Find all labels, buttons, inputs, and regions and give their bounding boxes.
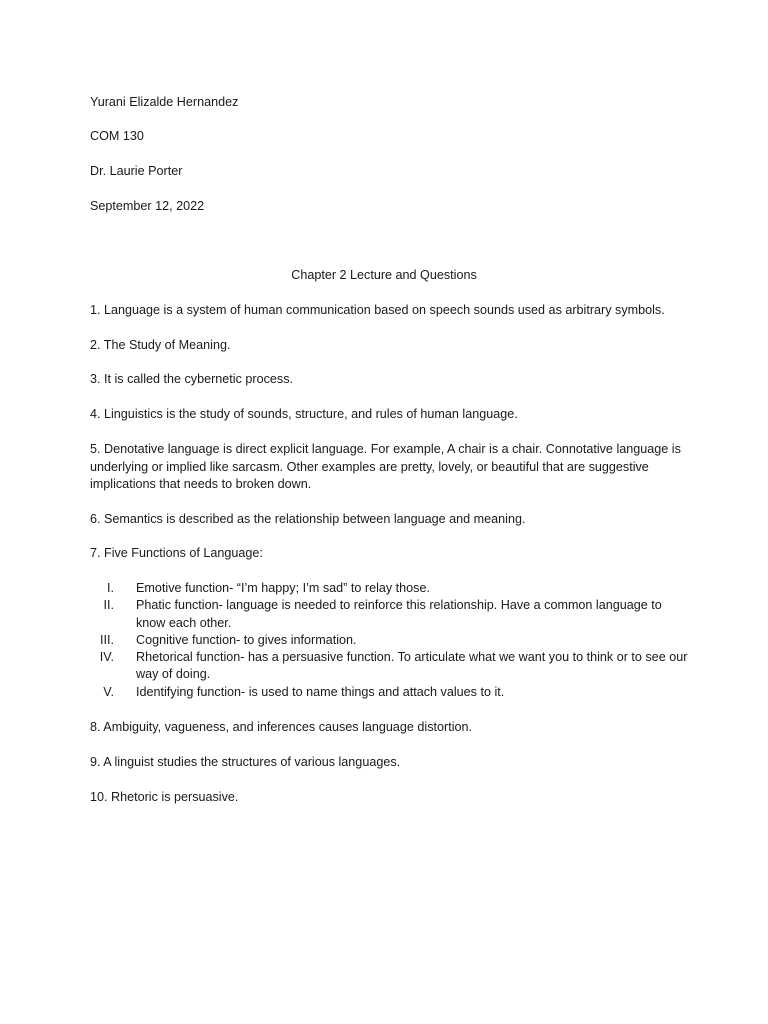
answer-3: 3. It is called the cybernetic process. <box>90 372 293 386</box>
list-item <box>90 649 690 684</box>
functions-list <box>90 580 690 701</box>
answer-8: 8. Ambiguity, vagueness, and inferences causes language distortion. <box>90 720 473 734</box>
list-numeral: II. <box>103 598 114 613</box>
document-title: Chapter 2 Lecture and Questions <box>291 268 477 282</box>
list-item <box>90 632 690 649</box>
list-item <box>90 580 690 597</box>
list-item-text: Identifying function- is used to name things and attach values to it. <box>136 684 505 699</box>
list-numeral: III. <box>100 632 114 647</box>
list-item-text: Rhetorical function- has a persuasive function. To articulate what we want you to think or to see our way of doing. <box>136 650 688 682</box>
list-item <box>90 684 690 701</box>
course-code: COM 130 <box>90 129 144 143</box>
list-numeral: I. <box>107 581 114 595</box>
list-numeral: V. <box>103 684 114 699</box>
list-item <box>90 597 690 632</box>
instructor-name: Dr. Laurie Porter <box>90 164 183 178</box>
answer-1: 1. Language is a system of human communication based on speech sounds used as arbitrary symbols. <box>90 303 665 317</box>
answer-7: 7. Five Functions of Language: <box>90 546 263 560</box>
answer-10: 10. Rhetoric is persuasive. <box>90 790 239 804</box>
answer-9: 9. A linguist studies the structures of various languages. <box>90 755 401 769</box>
document-date: September 12, 2022 <box>90 199 205 213</box>
list-item-text: Phatic function- language is needed to reinforce this relationship. Have a common language to know each other. <box>136 598 662 630</box>
student-name: Yurani Elizalde Hernandez <box>90 95 239 109</box>
list-item-text: Cognitive function- to gives information. <box>136 632 357 647</box>
list-item-text: Emotive function- “I’m happy; I’m sad” to relay those. <box>136 581 430 595</box>
answer-2: 2. The Study of Meaning. <box>90 338 231 352</box>
answer-6: 6. Semantics is described as the relationship between language and meaning. <box>90 512 526 526</box>
list-numeral: IV. <box>99 650 114 665</box>
answer-4: 4. Linguistics is the study of sounds, structure, and rules of human language. <box>90 407 518 421</box>
answer-5: 5. Denotative language is direct explicit language. For example, A chair is a chair. Connotative language is underlying or implied like sarcasm. Other examples are pretty, lovely, or beautiful that are suggestive implications that needs to broken down. <box>90 442 681 491</box>
